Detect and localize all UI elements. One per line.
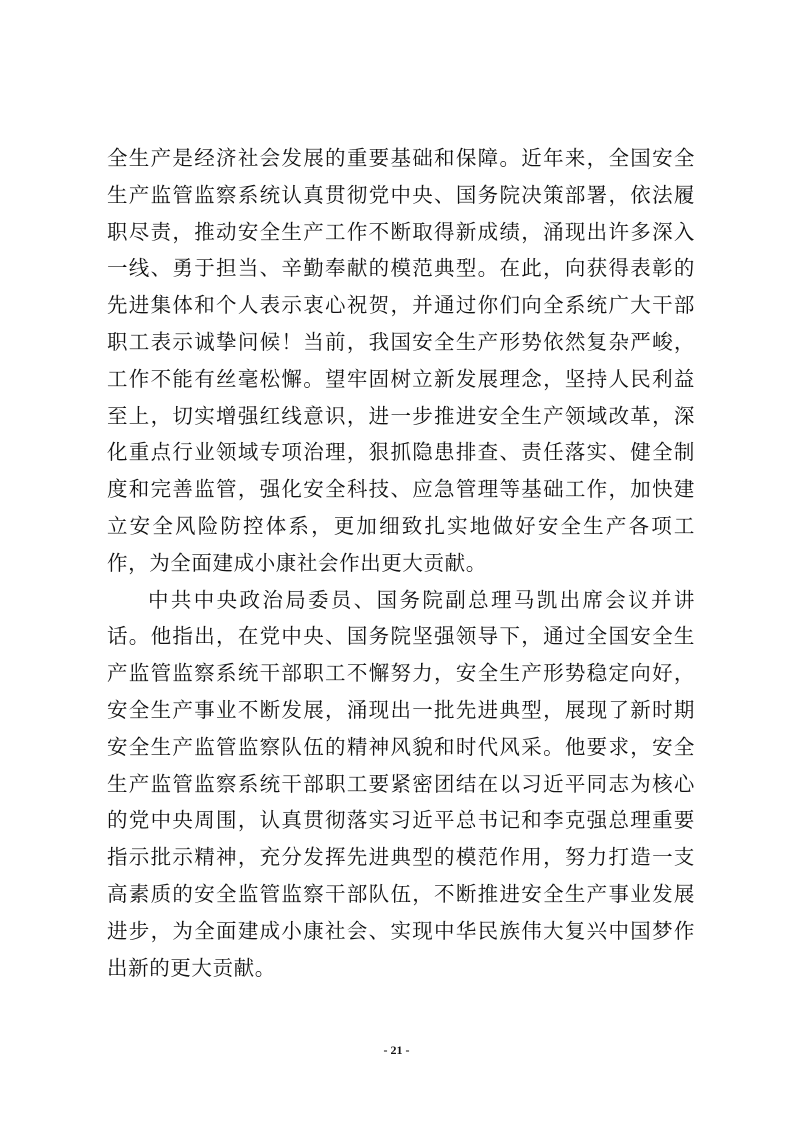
- paragraph-ma-kai-speech: 中共中央政治局委员、国务院副总理马凯出席会议并讲话。他指出，在党中央、国务院坚强领导下，通过全国安全生产监管监察系统干部职工不懈努力，安全生产形势稳定向好，安全生产事业不断发展，涌现出一批先进典型，展现了新时期安全生产监管监察队伍的精神风貌和时代风采。他要求，安全生产监管监察系统干部职工要紧密团结在以习近平同志为核心的党中央周围，认真贯彻落实习近平总书记和李克强总理重要指示批示精神，充分发挥先进典型的模范作用，努力打造一支高素质的安全监管监察干部队伍，不断推进安全生产事业发展进步，为全面建成小康社会、实现中华民族伟大复兴中国梦作出新的更大贡献。: [107, 587, 695, 980]
- body-text: [107, 140, 695, 986]
- page-number: - 21 -: [383, 1043, 410, 1057]
- paragraph-continued: 全生产是经济社会发展的重要基础和保障。近年来，全国安全生产监管监察系统认真贯彻党中央、国务院决策部署，依法履职尽责，推动安全生产工作不断取得新成绩，涌现出许多深入一线、勇于担当、辛勤奉献的模范典型。在此，向获得表彰的先进集体和个人表示衷心祝贺，并通过你们向全系统广大干部职工表示诚挚问候！当前，我国安全生产形势依然复杂严峻，工作不能有丝毫松懈。望牢固树立新发展理念，坚持人民利益至上，切实增强红线意识，进一步推进安全生产领域改革，深化重点行业领域专项治理，狠抓隐患排查、责任落实、健全制度和完善监管，强化安全科技、应急管理等基础工作，加快建立安全风险防控体系，更加细致扎实地做好安全生产各项工作，为全面建成小康社会作出更大贡献。: [107, 146, 695, 575]
